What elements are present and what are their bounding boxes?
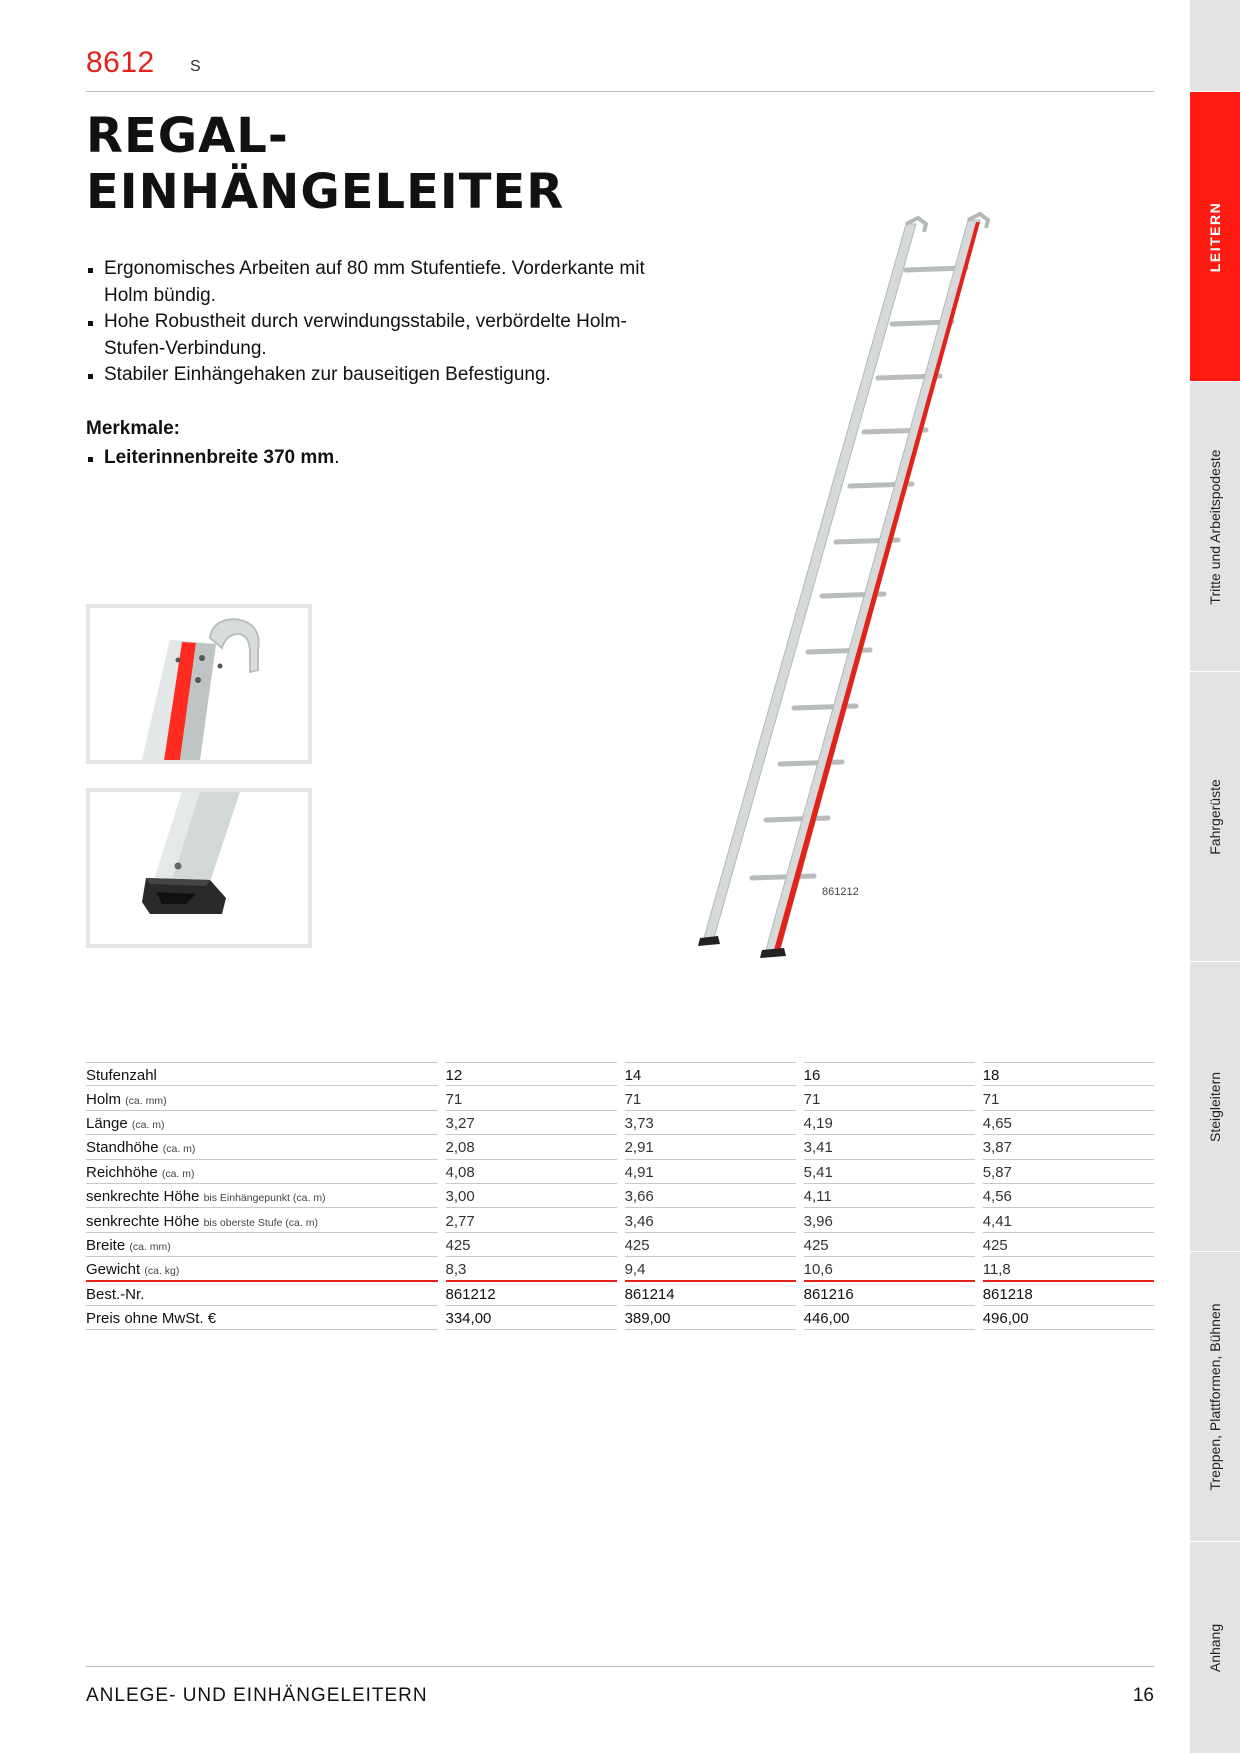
article-suffix: S <box>190 58 201 75</box>
cell: 71 <box>625 1086 796 1110</box>
row-unit: (ca. kg) <box>144 1264 180 1277</box>
tab-anhang[interactable] <box>1190 1542 1240 1754</box>
cell: 5,41 <box>804 1160 975 1184</box>
cell: 71 <box>446 1086 617 1110</box>
cell: 334,00 <box>446 1306 617 1330</box>
cell: 14 <box>625 1062 796 1086</box>
cell: 389,00 <box>625 1306 796 1330</box>
ladder-caption: 861212 <box>822 886 859 898</box>
table-row <box>86 1111 1154 1135</box>
cell: 16 <box>804 1062 975 1086</box>
table-row <box>86 1208 1154 1232</box>
cell: 3,66 <box>625 1184 796 1208</box>
cell: 4,91 <box>625 1160 796 1184</box>
row-unit: bis Einhängepunkt (ca. m) <box>203 1192 326 1205</box>
cell: 3,73 <box>625 1111 796 1135</box>
row-label: Reichhöhe <box>86 1163 158 1181</box>
feature-bold: Leiterinnenbreite 370 mm <box>104 447 335 468</box>
cell: 10,6 <box>804 1257 975 1281</box>
row-label: senkrechte Höhe <box>86 1188 200 1206</box>
cell: 3,00 <box>446 1184 617 1208</box>
cell: 71 <box>804 1086 975 1110</box>
cell: 4,08 <box>446 1160 617 1184</box>
table-row <box>86 1306 1154 1330</box>
cell: 3,27 <box>446 1111 617 1135</box>
cell: 9,4 <box>625 1257 796 1281</box>
page-header <box>86 40 1154 92</box>
benefit-item: Stabiler Einhängehaken zur bauseitigen Befestigung. <box>86 362 646 389</box>
row-unit: bis oberste Stufe (ca. m) <box>203 1216 318 1229</box>
tab-tritte[interactable] <box>1190 382 1240 672</box>
row-unit: (ca. m) <box>131 1118 165 1131</box>
foot-illustration <box>90 792 308 944</box>
spec-table <box>86 1062 1154 1330</box>
cell: 861214 <box>625 1282 796 1306</box>
product-title <box>86 108 564 220</box>
row-label: senkrechte Höhe <box>86 1212 200 1230</box>
cell: 2,91 <box>625 1135 796 1159</box>
tab-fahrgerueste[interactable] <box>1190 672 1240 962</box>
table-row <box>86 1135 1154 1159</box>
cell: 18 <box>983 1062 1154 1086</box>
feature-item <box>86 445 339 471</box>
tab-spacer <box>1190 0 1240 92</box>
tab-label: Tritte und Arbeitspodeste <box>1207 448 1223 605</box>
cell: 2,08 <box>446 1135 617 1159</box>
table-row <box>86 1184 1154 1208</box>
cell: 861216 <box>804 1282 975 1306</box>
row-label: Länge <box>86 1114 128 1132</box>
cell: 446,00 <box>804 1306 975 1330</box>
cell: 425 <box>983 1233 1154 1257</box>
cell: 861218 <box>983 1282 1154 1306</box>
title-line-2: EINHÄNGELEITER <box>86 164 565 220</box>
cell: 861212 <box>446 1282 617 1306</box>
hook-illustration <box>90 608 308 760</box>
article-number: 8612 <box>86 46 155 79</box>
cell: 71 <box>983 1086 1154 1110</box>
footer-section-title: ANLEGE- UND EINHÄNGELEITERN <box>86 1685 428 1706</box>
row-unit: (ca. mm) <box>129 1240 171 1253</box>
tab-steigleitern[interactable] <box>1190 962 1240 1252</box>
cell: 12 <box>446 1062 617 1086</box>
cell: 8,3 <box>446 1257 617 1281</box>
title-line-1: REGAL- <box>86 108 289 164</box>
table-row <box>86 1257 1154 1281</box>
benefit-item: Ergonomisches Arbeiten auf 80 mm Stufentiefe. Vorderkante mit Holm bündig. <box>86 256 646 309</box>
table-row <box>86 1233 1154 1257</box>
tab-label: Fahrgerüste <box>1207 778 1223 855</box>
cell: 425 <box>625 1233 796 1257</box>
cell: 496,00 <box>983 1306 1154 1330</box>
cell: 4,65 <box>983 1111 1154 1135</box>
row-label: Preis ohne MwSt. € <box>86 1310 217 1328</box>
cell: 4,56 <box>983 1184 1154 1208</box>
table-row <box>86 1282 1154 1306</box>
benefit-list <box>86 256 646 389</box>
cell: 4,19 <box>804 1111 975 1135</box>
row-label: Gewicht <box>86 1260 141 1278</box>
table-row <box>86 1062 1154 1086</box>
detail-photo-hook <box>86 604 312 764</box>
row-label: Breite <box>86 1236 126 1254</box>
cell: 3,41 <box>804 1135 975 1159</box>
cell: 3,46 <box>625 1208 796 1232</box>
row-unit: (ca. m) <box>162 1143 196 1156</box>
cell: 4,41 <box>983 1208 1154 1232</box>
cell: 425 <box>446 1233 617 1257</box>
cell: 4,11 <box>804 1184 975 1208</box>
ladder-illustration <box>690 210 1010 970</box>
cell: 2,77 <box>446 1208 617 1232</box>
page-number: 16 <box>1132 1685 1154 1706</box>
cell: 3,96 <box>804 1208 975 1232</box>
tab-treppen[interactable] <box>1190 1252 1240 1542</box>
features-list <box>86 445 339 471</box>
tab-label: LEITERN <box>1207 201 1223 272</box>
cell: 11,8 <box>983 1257 1154 1281</box>
table-row <box>86 1160 1154 1184</box>
row-label: Holm <box>86 1090 122 1108</box>
cell: 3,87 <box>983 1135 1154 1159</box>
tab-leitern[interactable] <box>1190 92 1240 382</box>
row-label: Stufenzahl <box>86 1066 157 1084</box>
tab-label: Anhang <box>1207 1623 1223 1672</box>
cell: 425 <box>804 1233 975 1257</box>
row-unit: (ca. m) <box>161 1167 195 1180</box>
page-footer <box>86 1666 1154 1706</box>
cell: 5,87 <box>983 1160 1154 1184</box>
row-label: Standhöhe <box>86 1139 159 1157</box>
tab-label: Steigleitern <box>1207 1071 1223 1142</box>
row-unit: (ca. mm) <box>125 1094 167 1107</box>
tab-label: Treppen, Plattformen, Bühnen <box>1207 1302 1223 1491</box>
detail-photo-foot <box>86 788 312 948</box>
row-label: Best.-Nr. <box>86 1285 145 1303</box>
benefit-item: Hohe Robustheit durch verwindungsstabile, verbördelte Holm-Stufen-Verbindung. <box>86 309 646 362</box>
ladder-rails <box>698 214 988 958</box>
section-tabs <box>1190 0 1240 1754</box>
features-heading: Merkmale: <box>86 418 180 439</box>
table-row <box>86 1086 1154 1110</box>
feature-rest: . <box>334 447 340 468</box>
